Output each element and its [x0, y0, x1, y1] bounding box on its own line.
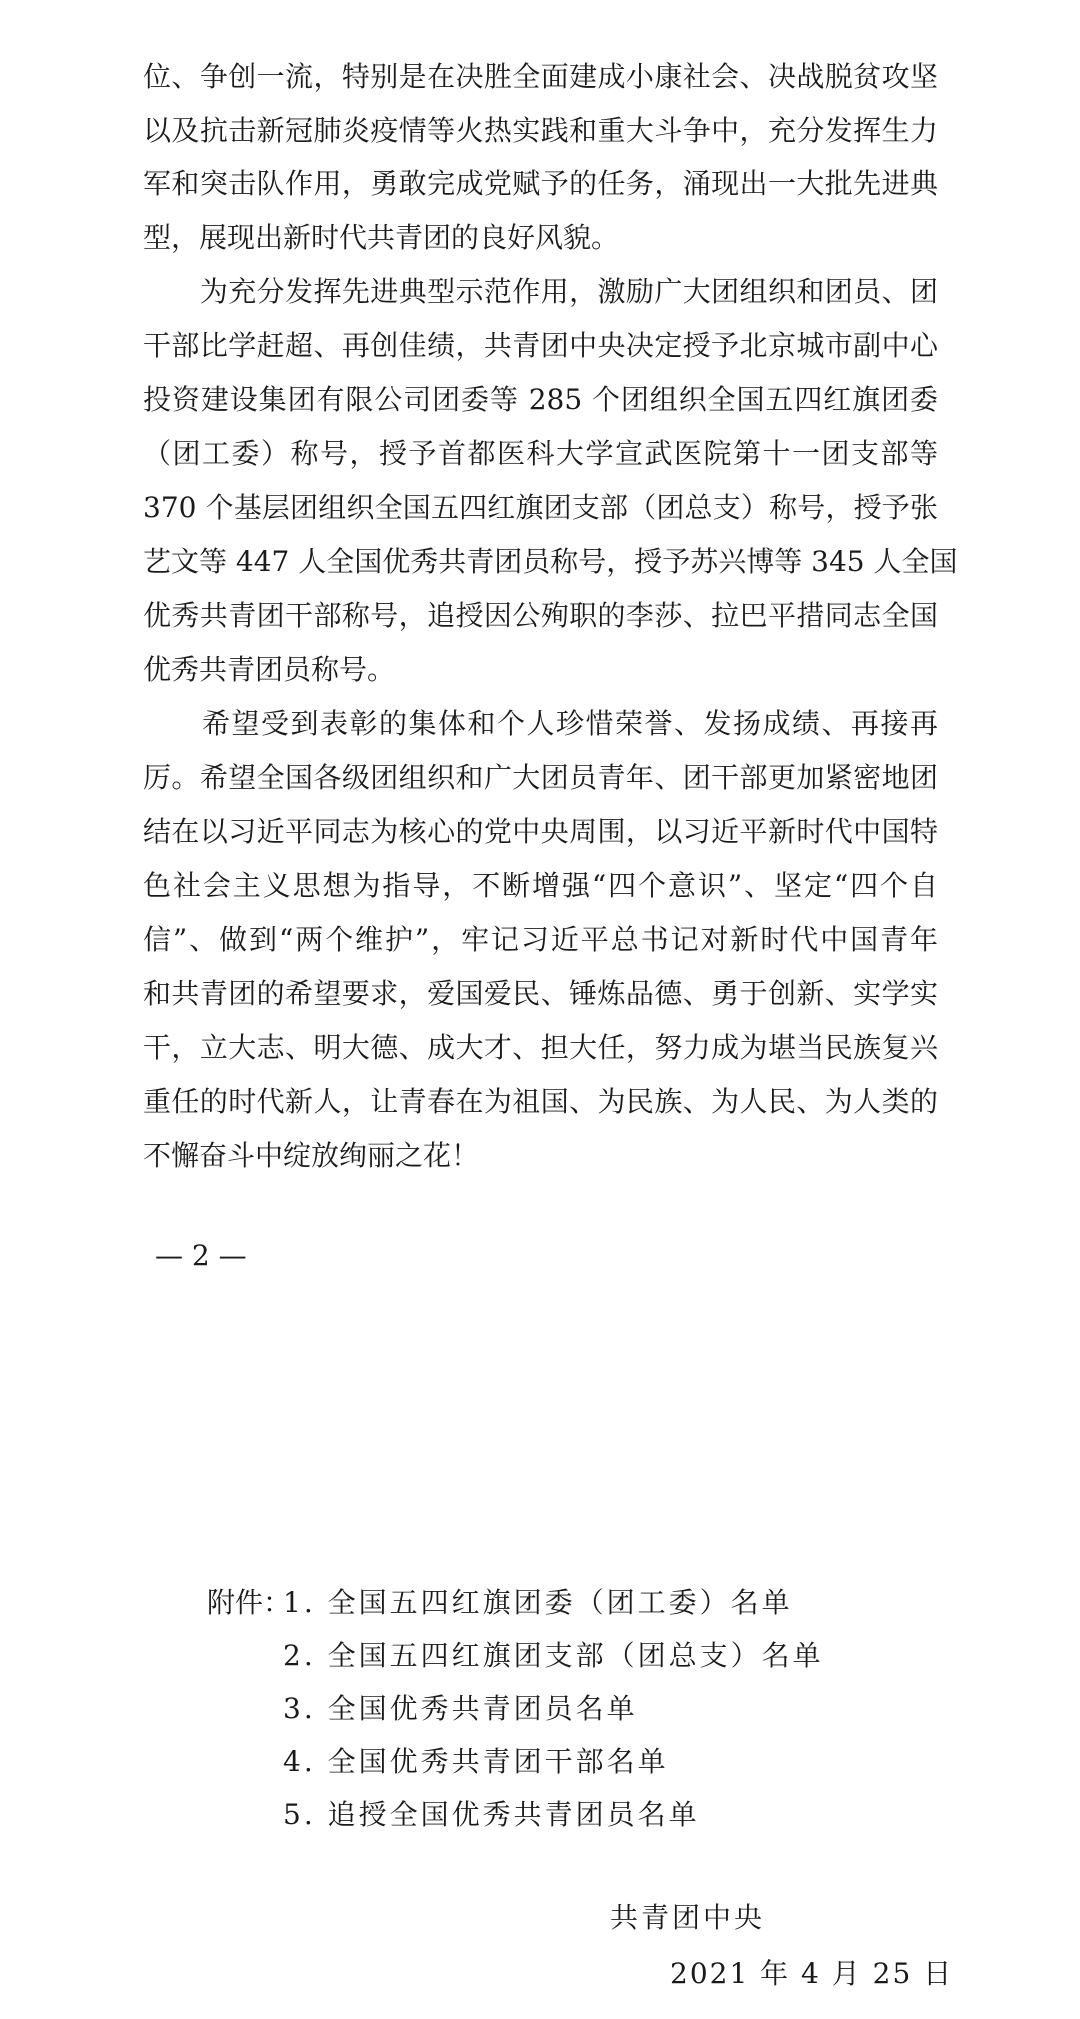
attachment-item: 2. 全国五四红旗团支部（团总支）名单	[283, 1639, 824, 1672]
signature-date: 2021 年 4 月 25 日	[670, 1957, 954, 1990]
body-line: （团工委）称号，授予首都医科大学宣武医院第十一团支部等	[143, 437, 938, 470]
body-line: 以及抗击新冠肺炎疫情等火热实践和重大斗争中，充分发挥生力	[143, 114, 938, 147]
body-line: 优秀共青团员称号。	[143, 653, 396, 686]
body-line: 370 个基层团组织全国五四红旗团支部（团总支）称号，授予张	[143, 491, 938, 524]
body-line: 投资建设集团有限公司团委等 285 个团组织全国五四红旗团委	[143, 383, 938, 416]
body-line: 厉。希望全国各级团组织和广大团员青年、团干部更加紧密地团	[143, 761, 938, 794]
body-line: 位、争创一流，特别是在决胜全面建成小康社会、决战脱贫攻坚	[143, 60, 938, 93]
body-line: 色社会主义思想为指导，不断增强“四个意识”、坚定“四个自	[143, 869, 938, 902]
attachment-item: 4. 全国优秀共青团干部名单	[283, 1745, 669, 1778]
attachment-item: 3. 全国优秀共青团员名单	[283, 1692, 638, 1725]
body-line: 结在以习近平同志为核心的党中央周围，以习近平新时代中国特	[143, 815, 938, 848]
body-line: 希望受到表彰的集体和个人珍惜荣誉、发扬成绩、再接再	[143, 707, 938, 740]
signature-organization: 共青团中央	[610, 1901, 766, 1934]
body-line: 干，立大志、明大德、成大才、担大任，努力成为堪当民族复兴	[143, 1031, 938, 1064]
page-number: — 2 —	[155, 1239, 247, 1272]
body-line: 信”、做到“两个维护”，牢记习近平总书记对新时代中国青年	[143, 923, 938, 956]
body-line: 重任的时代新人，让青春在为祖国、为民族、为人民、为人类的	[143, 1085, 938, 1118]
body-line: 艺文等 447 人全国优秀共青团员称号，授予苏兴博等 345 人全国	[143, 545, 958, 578]
body-line: 型，展现出新时代共青团的良好风貌。	[143, 221, 620, 254]
body-line: 干部比学赶超、再创佳绩，共青团中央决定授予北京城市副中心	[143, 329, 938, 362]
body-line: 不懈奋斗中绽放绚丽之花！	[143, 1139, 480, 1172]
body-line: 军和突击队作用，勇敢完成党赋予的任务，涌现出一大批先进典	[143, 167, 938, 200]
attachment-item: 5. 追授全国优秀共青团员名单	[283, 1798, 700, 1831]
body-line: 优秀共青团干部称号，追授因公殉职的李莎、拉巴平措同志全国	[143, 599, 938, 632]
body-line: 和共青团的希望要求，爱国爱民、锤炼品德、勇于创新、实学实	[143, 977, 938, 1010]
attachment-item: 1. 全国五四红旗团委（团工委）名单	[283, 1586, 793, 1619]
body-line: 为充分发挥先进典型示范作用，激励广大团组织和团员、团	[143, 275, 938, 308]
attachments-heading: 附件：	[207, 1586, 292, 1619]
